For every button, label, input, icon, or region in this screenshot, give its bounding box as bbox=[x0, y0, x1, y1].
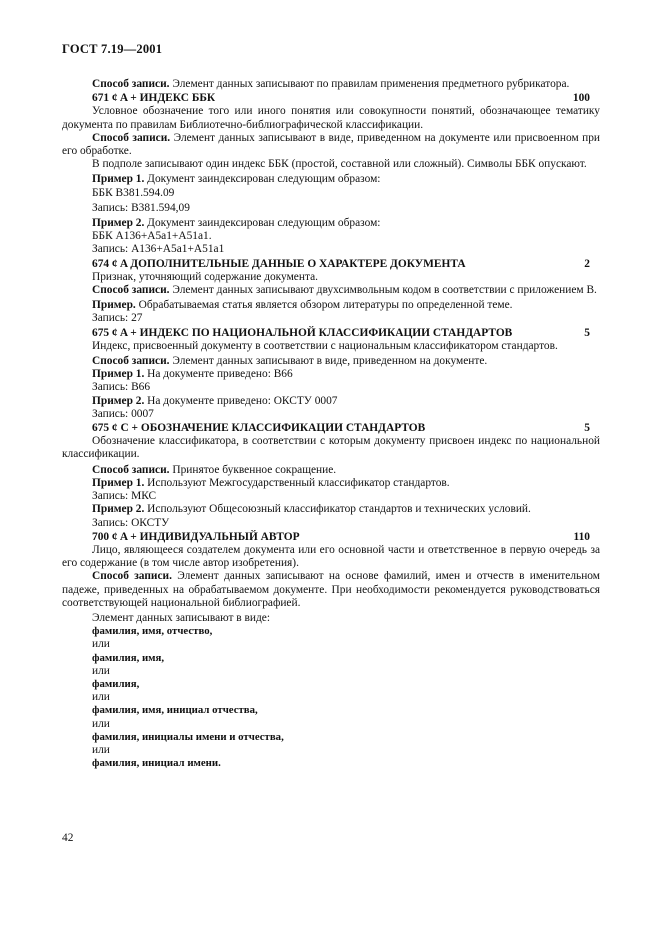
label: Пример 1. bbox=[92, 173, 145, 186]
format-line: фамилия, инициал имени. bbox=[92, 757, 221, 770]
text: На документе приведено: ОКСТУ 0007 bbox=[147, 394, 338, 407]
label: Способ записи. bbox=[92, 570, 172, 583]
example bbox=[62, 217, 600, 230]
label: Способ записи. bbox=[92, 355, 170, 368]
field-heading-675a bbox=[62, 327, 600, 340]
example bbox=[62, 173, 600, 186]
field-heading-675c bbox=[62, 422, 600, 435]
or-separator: или bbox=[92, 717, 110, 730]
format-line: фамилия, bbox=[92, 677, 140, 690]
text: Документ заиндексирован следующим образом: bbox=[147, 217, 381, 230]
example-record: Запись: В66 bbox=[92, 381, 151, 394]
paragraph-method bbox=[62, 570, 600, 610]
label: Пример 2. bbox=[92, 217, 145, 230]
page-header: ГОСТ 7.19—2001 bbox=[62, 42, 163, 56]
label: Способ записи. bbox=[92, 78, 170, 90]
field-description: Условное обозначение того или иного понятия или совокупности понятий, обозначающее тематику документа по правилам Библиотечно-библиографической классификации. bbox=[62, 105, 600, 131]
paragraph-method bbox=[62, 132, 600, 158]
field-code: 110 bbox=[573, 530, 590, 543]
field-description: Признак, уточняющий содержание документа. bbox=[92, 270, 318, 283]
field-code: 100 bbox=[572, 92, 590, 105]
or-separator: или bbox=[92, 743, 110, 756]
field-title: 674 ¢ A ДОПОЛНИТЕЛЬНЫЕ ДАННЫЕ О ХАРАКТЕРЕ ДОКУМЕНТА bbox=[92, 257, 466, 270]
label: Пример 2. bbox=[92, 394, 145, 407]
field-title: 675 ¢ C + ОБОЗНАЧЕНИЕ КЛАССИФИКАЦИИ СТАНДАРТОВ bbox=[92, 422, 426, 435]
field-heading-674 bbox=[62, 258, 600, 271]
example bbox=[62, 477, 600, 490]
label: Пример 2. bbox=[92, 503, 145, 516]
text: Элемент данных записывают по правилам применения предметного рубрикатора. bbox=[172, 78, 570, 90]
document-body bbox=[62, 78, 600, 770]
or-separator: или bbox=[92, 691, 110, 704]
label: Пример 1. bbox=[92, 476, 145, 489]
example bbox=[62, 299, 600, 312]
field-description: Индекс, присвоенный документу в соответствии с национальным классификатором стандартов. bbox=[92, 339, 558, 352]
paragraph-method bbox=[62, 78, 600, 91]
label: Пример. bbox=[92, 299, 136, 312]
example-record: Запись: ОКСТУ bbox=[92, 516, 170, 529]
or-separator: или bbox=[92, 638, 110, 651]
text: На документе приведено: В66 bbox=[147, 368, 293, 381]
label: Способ записи. bbox=[92, 284, 170, 297]
example-record: Запись: 27 bbox=[92, 312, 143, 325]
example-record: Запись: МКС bbox=[92, 490, 157, 503]
text: Используют Межгосударственный классификатор стандартов. bbox=[147, 476, 450, 489]
field-description: Лицо, являющееся создателем документа или его основной части и ответственное в первую очередь за его содержание (в том числе автор изобретения). bbox=[62, 543, 600, 570]
field-code: 5 bbox=[584, 326, 590, 339]
label: Пример 1. bbox=[92, 368, 145, 381]
field-code: 2 bbox=[584, 257, 590, 270]
field-heading-700 bbox=[62, 531, 600, 544]
example-value: ББК В381.594.09 bbox=[92, 186, 175, 199]
field-description: Обозначение классификатора, в соответствии с которым документу присвоен индекс по национальной классификации. bbox=[62, 435, 600, 461]
example-record: Запись: В381.594,09 bbox=[92, 201, 190, 214]
text: Документ заиндексирован следующим образом: bbox=[147, 173, 381, 186]
label: Способ записи. bbox=[92, 463, 170, 476]
text: Используют Общесоюзный классификатор стандартов и технических условий. bbox=[147, 503, 531, 516]
or-separator: или bbox=[92, 664, 110, 677]
example-value: ББК А136+А5а1+А51а1. bbox=[92, 230, 212, 243]
paragraph-method bbox=[62, 464, 600, 477]
example-record: Запись: А136+А5а1+А51а1 bbox=[92, 243, 225, 256]
field-title: 700 ¢ A + ИНДИВИДУАЛЬНЫЙ АВТОР bbox=[92, 530, 300, 543]
text: Элемент данных записывают двухсимвольным кодом в соответствии с приложением В. bbox=[172, 284, 597, 297]
paragraph-method bbox=[62, 284, 600, 297]
text: Элемент данных записывают на основе фамилий, имен и отчеств в именительном падеже, приведенных на обрабатываемом документе. При необходимости рекомендуется руководствоваться соответствующей национальной библиографией. bbox=[62, 570, 600, 609]
format-line: фамилия, имя, инициал отчества, bbox=[92, 704, 258, 717]
form-intro: Элемент данных записывают в виде: bbox=[92, 611, 271, 624]
field-heading-671 bbox=[62, 92, 600, 105]
label: Способ записи. bbox=[92, 131, 171, 144]
example bbox=[62, 368, 600, 381]
text: Элемент данных записывают в виде, приведенном на документе. bbox=[172, 355, 488, 368]
example bbox=[62, 395, 600, 408]
field-code: 5 bbox=[584, 422, 590, 435]
paragraph-method bbox=[62, 355, 600, 368]
paragraph-note: В подполе записывают один индекс ББК (простой, составной или сложный). Символы ББК опускают. bbox=[92, 158, 587, 171]
field-title: 671 ¢ A + ИНДЕКС ББК bbox=[92, 92, 216, 105]
text: Элемент данных записывают в виде, приведенном на документе или присвоенном при его обработке. bbox=[62, 131, 600, 158]
format-line: фамилия, имя, bbox=[92, 651, 165, 664]
format-line: фамилия, инициалы имени и отчества, bbox=[92, 730, 284, 743]
field-title: 675 ¢ A + ИНДЕКС ПО НАЦИОНАЛЬНОЙ КЛАССИФИКАЦИИ СТАНДАРТОВ bbox=[92, 326, 513, 339]
example bbox=[62, 503, 600, 516]
text: Обрабатываемая статья является обзором литературы по определенной теме. bbox=[138, 299, 513, 312]
page-number: 42 bbox=[62, 832, 74, 844]
format-line: фамилия, имя, отчество, bbox=[92, 625, 213, 638]
text: Принятое буквенное сокращение. bbox=[172, 463, 337, 476]
example-record: Запись: 0007 bbox=[92, 407, 154, 420]
